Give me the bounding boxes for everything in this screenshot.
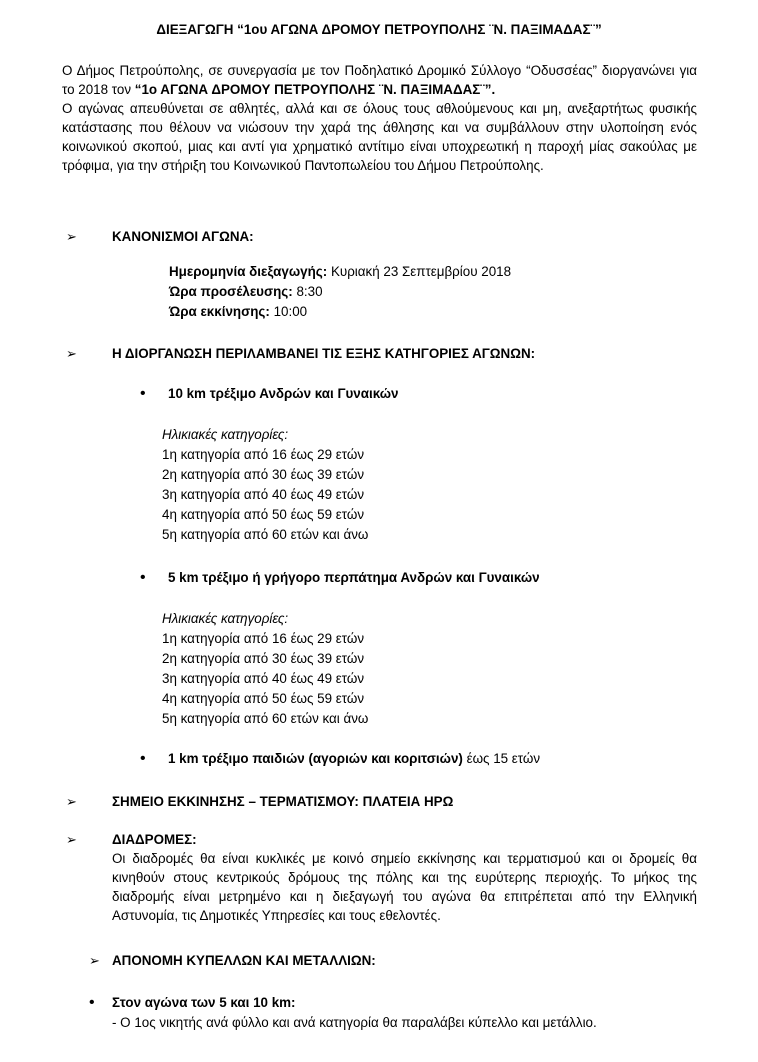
list-item: 4η κατηγορία από 50 έως 59 ετών — [162, 507, 365, 522]
awards-item-title: Στον αγώνα των 5 και 10 km: — [112, 995, 296, 1010]
list-item: 2η κατηγορία από 30 έως 39 ετών — [162, 467, 365, 482]
date-line — [169, 262, 511, 282]
race-5km-age-list — [162, 609, 368, 729]
arrow-bullet-icon: ➢ — [66, 229, 77, 244]
intro-paragraph-2: Ο αγώνας απευθύνεται σε αθλητές, αλλά και σε όλους τους αθλούμενους και μη, ανεξαρτήτως φυσικής κατάστασης που θέλουν να νιώσουν την χαρά της άθλησης και να συμβάλλουν στην υλοποίηση ενός κοινωνικού σκοπού, μιας και αντί για χρηματικό αντίτιμο είναι υποχρεωτική η παροχή μίας σακούλας με τρόφιμα, για την στήριξη του Κοινωνικού Παντοπωλείου του Δήμου Πετρούπολης. — [62, 101, 697, 173]
race-5km-title: 5 km τρέξιμο ή γρήγορο περπάτημα Ανδρών και Γυναικών — [168, 570, 540, 585]
list-item: 3η κατηγορία από 40 έως 49 ετών — [162, 671, 365, 686]
age-categories-label: Ηλικιακές κατηγορίες: — [162, 427, 289, 442]
arrow-bullet-icon: ➢ — [66, 832, 77, 847]
arrival-value: 8:30 — [292, 284, 323, 299]
age-categories-label: Ηλικιακές κατηγορίες: — [162, 611, 289, 626]
list-item: 3η κατηγορία από 40 έως 49 ετών — [162, 487, 365, 502]
intro-section — [62, 61, 697, 175]
date-value: Κυριακή 23 Σεπτεμβρίου 2018 — [327, 264, 512, 279]
start-value: 10:00 — [269, 304, 308, 319]
rules-details — [169, 262, 511, 322]
start-label: Ώρα εκκίνησης: — [169, 304, 270, 319]
start-finish-heading: ΣΗΜΕΙΟ ΕΚΚΙΝΗΣΗΣ – ΤΕΡΜΑΤΙΣΜΟΥ: ΠΛΑΤΕΙΑ ΗΡΩ — [112, 794, 454, 809]
bullet-icon: • — [140, 385, 146, 402]
list-item: 2η κατηγορία από 30 έως 39 ετών — [162, 651, 365, 666]
event-name: “1ο ΑΓΩΝΑ ΔΡΟΜΟΥ ΠΕΤΡΟΥΠΟΛΗΣ ¨Ν. ΠΑΞΙΜΑΔΑΣ¨”. — [134, 82, 496, 97]
awards-heading: ΑΠΟΝΟΜΗ ΚΥΠΕΛΛΩΝ ΚΑΙ ΜΕΤΑΛΛΙΩΝ: — [112, 953, 376, 968]
list-item: 4η κατηγορία από 50 έως 59 ετών — [162, 691, 365, 706]
arrival-label: Ώρα προσέλευσης: — [169, 284, 293, 299]
list-item: 5η κατηγορία από 60 ετών και άνω — [162, 711, 369, 726]
date-label: Ημερομηνία διεξαγωγής: — [169, 264, 328, 279]
bullet-icon: • — [140, 750, 146, 767]
intro-paragraph-1 — [62, 61, 697, 99]
race-10km-age-list — [162, 425, 368, 545]
arrow-bullet-icon: ➢ — [89, 953, 100, 968]
rules-heading: ΚΑΝΟΝΙΣΜΟΙ ΑΓΩΝΑ: — [112, 229, 254, 244]
race-1km-title: 1 km τρέξιμο παιδιών (αγοριών και κοριτσιών) — [168, 751, 463, 766]
list-item: 1η κατηγορία από 16 έως 29 ετών — [162, 631, 365, 646]
bullet-icon: • — [140, 569, 146, 586]
race-1km-age: έως 15 ετών — [462, 751, 541, 766]
document-title: ΔΙΕΞΑΓΩΓΗ “1ου ΑΓΩΝΑ ΔΡΟΜΟΥ ΠΕΤΡΟΥΠΟΛΗΣ ¨Ν. ΠΑΞΙΜΑΔΑΣ¨” — [156, 22, 602, 37]
arrow-bullet-icon: ➢ — [66, 794, 77, 809]
intro-text: Ο Δήμος Πετρούπολης, σε συνεργασία με τον Ποδηλατικό Δρομικό Σύλλογο “Οδυσσέας” διοργανώνει για το 2018 τον — [62, 63, 697, 97]
race-1km-line — [168, 749, 540, 768]
list-item: 5η κατηγορία από 60 ετών και άνω — [162, 527, 369, 542]
bullet-icon: • — [89, 994, 95, 1011]
start-line — [169, 302, 511, 322]
categories-heading: Η ΔΙΟΡΓΑΝΩΣΗ ΠΕΡΙΛΑΜΒΑΝΕΙ ΤΙΣ ΕΞΗΣ ΚΑΤΗΓΟΡΙΕΣ ΑΓΩΝΩΝ: — [112, 346, 536, 361]
arrival-line — [169, 282, 511, 302]
arrow-bullet-icon: ➢ — [66, 346, 77, 361]
list-item: 1η κατηγορία από 16 έως 29 ετών — [162, 447, 365, 462]
routes-heading: ΔΙΑΔΡΟΜΕΣ: — [112, 832, 197, 847]
race-10km-title: 10 km τρέξιμο Ανδρών και Γυναικών — [168, 386, 399, 401]
routes-text: Οι διαδρομές θα είναι κυκλικές με κοινό σημείο εκκίνησης και τερματισμού και οι δρομείς θα κινηθούν στους κεντρικούς δρόμους της πόλης και της ευρύτερης περιοχής. Το μήκος της διαδρομής είναι μετρημένο και η διεξαγωγή του αγώνα θα επιτρέπεται από την Ελληνική Αστυνομία, τις Δημοτικές Υπηρεσίες και τους εθελοντές. — [112, 851, 697, 923]
awards-item-text: - Ο 1ος νικητής ανά φύλλο και ανά κατηγορία θα παραλάβει κύπελλο και μετάλλιο. — [112, 1015, 597, 1030]
